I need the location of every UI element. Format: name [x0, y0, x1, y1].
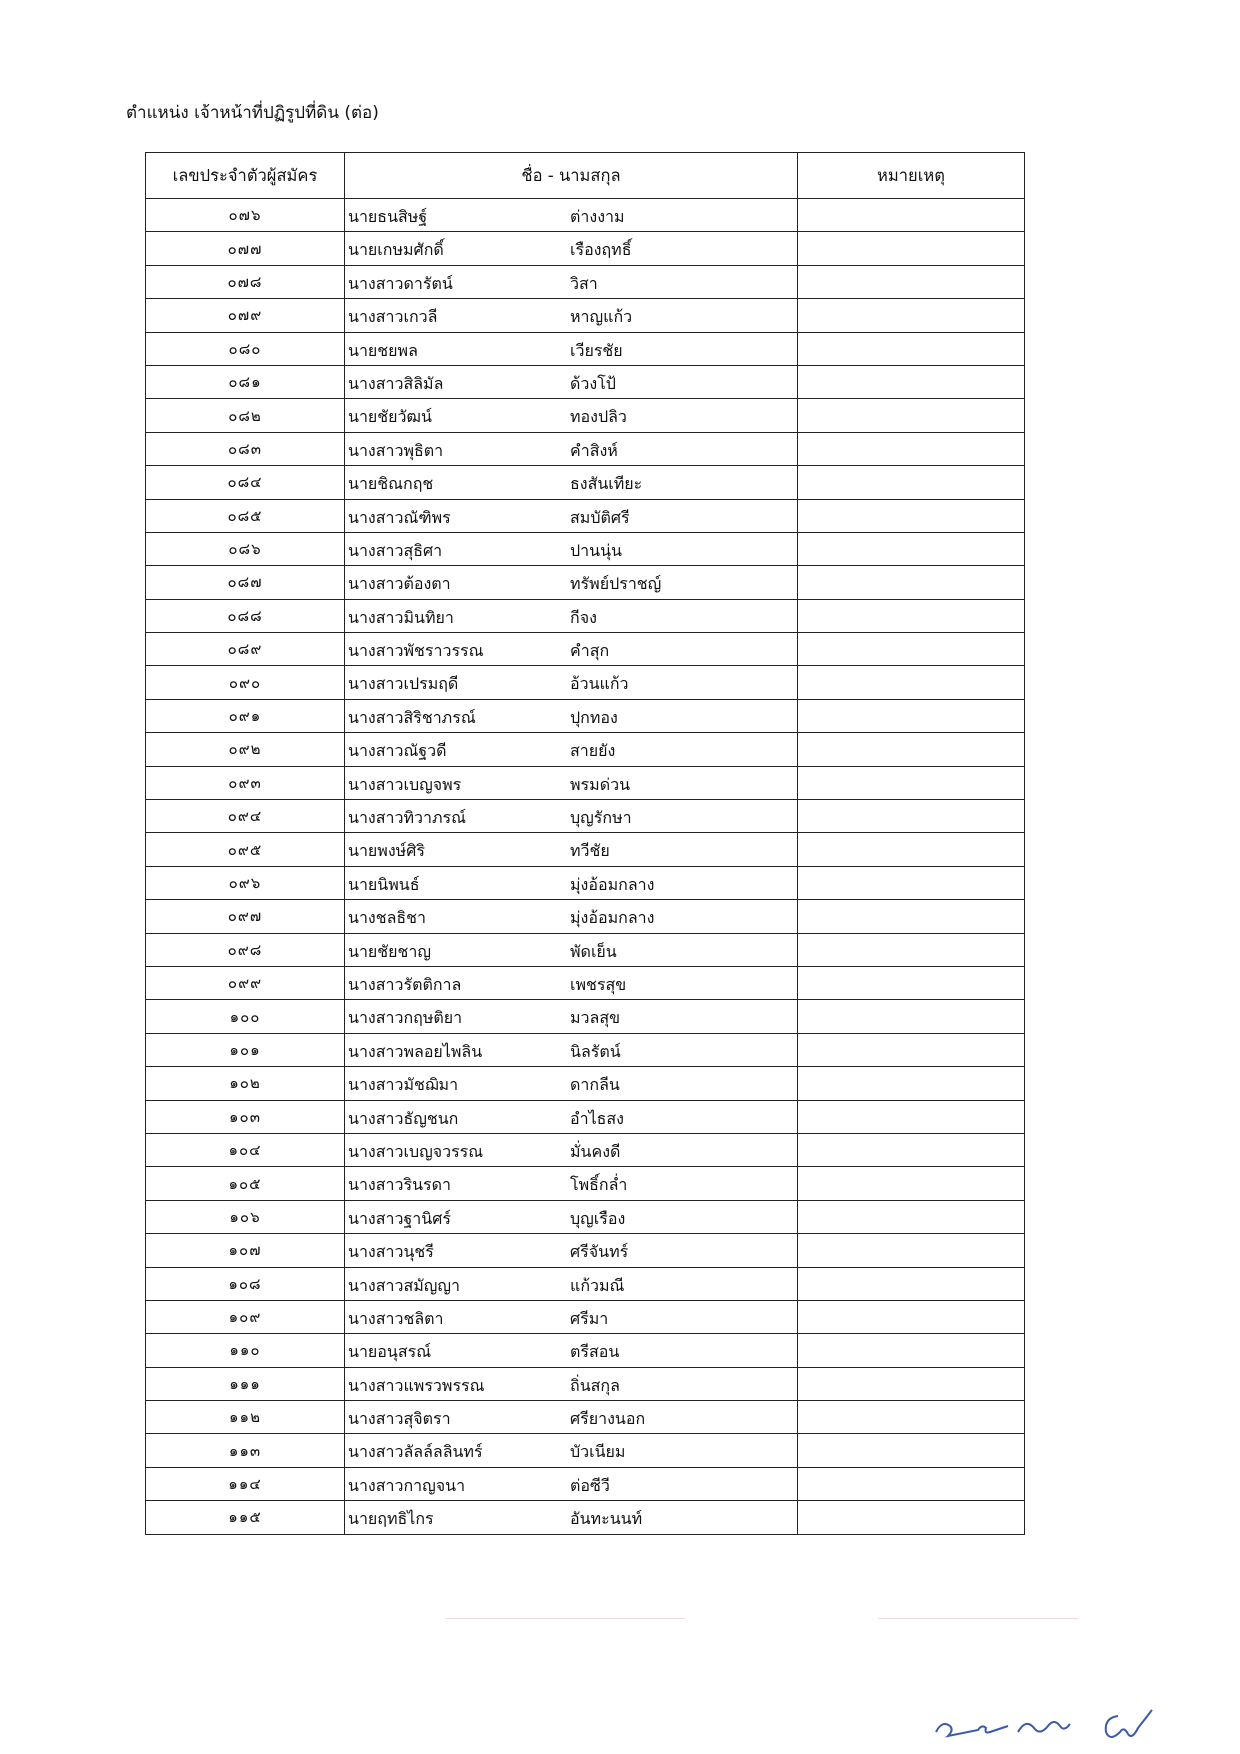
last-name: คำสิงห์	[570, 440, 618, 460]
applicant-name	[345, 733, 798, 766]
table-row	[146, 566, 1025, 599]
last-name: ศรีจันทร์	[570, 1242, 629, 1262]
applicant-name	[345, 1401, 798, 1434]
last-name: พัดเย็น	[570, 941, 617, 961]
remark-cell	[798, 199, 1025, 232]
applicant-name	[345, 232, 798, 265]
last-name: บัวเนียม	[570, 1442, 626, 1462]
applicant-id: ๑๑๑	[146, 1367, 345, 1400]
remark-cell	[798, 1267, 1025, 1300]
table-row	[146, 699, 1025, 732]
table-row	[146, 900, 1025, 933]
applicant-id: ๐๘๓	[146, 432, 345, 465]
table-row	[146, 633, 1025, 666]
first-name: นางสาวพัชราวรรณ	[348, 641, 484, 661]
first-name: นางสาวสิลิมัล	[348, 373, 444, 393]
applicant-id: ๐๙๙	[146, 966, 345, 999]
first-name: นายฤทธิไกร	[348, 1509, 434, 1529]
last-name: สายยัง	[570, 741, 616, 761]
applicant-name	[345, 399, 798, 432]
table-row	[146, 1234, 1025, 1267]
remark-cell	[798, 265, 1025, 298]
last-name: ศรียางนอก	[570, 1409, 646, 1429]
last-name: เรืองฤทธิ์	[570, 240, 632, 260]
applicant-id: ๐๗๖	[146, 199, 345, 232]
applicant-id: ๐๙๒	[146, 733, 345, 766]
applicant-id: ๐๙๘	[146, 933, 345, 966]
last-name: กีจง	[570, 607, 597, 627]
first-name: นางสาวชลิตา	[348, 1308, 444, 1328]
last-name: ตรีสอน	[570, 1342, 620, 1362]
first-name: นางสาวสุธิศา	[348, 540, 443, 560]
last-name: โพธิ์กล่ำ	[570, 1175, 628, 1195]
applicant-name	[345, 1234, 798, 1267]
applicant-id: ๐๙๗	[146, 900, 345, 933]
applicant-name	[345, 666, 798, 699]
applicant-id: ๑๐๕	[146, 1167, 345, 1200]
last-name: ต่อซีวี	[570, 1475, 610, 1495]
first-name: นางสาวเบญจวรรณ	[348, 1141, 484, 1161]
last-name: อ้วนแก้ว	[570, 674, 629, 694]
last-name: ปุกทอง	[570, 707, 618, 727]
applicant-id: ๑๐๑	[146, 1033, 345, 1066]
table-row	[146, 1033, 1025, 1066]
applicant-id: ๑๐๘	[146, 1267, 345, 1300]
applicant-name	[345, 466, 798, 499]
applicant-name	[345, 1200, 798, 1233]
table-body	[146, 199, 1025, 1535]
last-name: ด้วงโป้	[570, 373, 616, 393]
applicant-id: ๐๘๕	[146, 499, 345, 532]
last-name: เพชรสุข	[570, 974, 627, 994]
applicant-name	[345, 699, 798, 732]
applicant-name	[345, 532, 798, 565]
remark-cell	[798, 1167, 1025, 1200]
applicant-name	[345, 1267, 798, 1300]
last-name: นิลรัตน์	[570, 1041, 621, 1061]
last-name: บุญรักษา	[570, 808, 632, 828]
table-row	[146, 1467, 1025, 1500]
first-name: นางสาวต้องตา	[348, 574, 451, 594]
table-row	[146, 532, 1025, 565]
last-name: ต่างงาม	[570, 207, 625, 226]
table-row	[146, 399, 1025, 432]
applicant-name	[345, 1334, 798, 1367]
first-name: นางสาวสิริชาภรณ์	[348, 707, 476, 727]
table-row	[146, 1334, 1025, 1367]
first-name: นางสาวมัชฌิมา	[348, 1075, 459, 1095]
remark-cell	[798, 1000, 1025, 1033]
remark-cell	[798, 1467, 1025, 1500]
table-row	[146, 265, 1025, 298]
first-name: นางสาวรินรดา	[348, 1175, 451, 1195]
table-row	[146, 766, 1025, 799]
remark-cell	[798, 532, 1025, 565]
remark-cell	[798, 1067, 1025, 1100]
applicant-id: ๐๙๐	[146, 666, 345, 699]
first-name: นางสาวกฤษติยา	[348, 1008, 463, 1028]
table-header-row	[146, 153, 1025, 199]
applicant-name	[345, 966, 798, 999]
last-name: ดากลีน	[570, 1075, 620, 1095]
last-name: หาญแก้ว	[570, 307, 633, 327]
first-name: นางสาวเบญจพร	[348, 774, 462, 794]
first-name: นางสาวฐานิศร์	[348, 1208, 451, 1228]
last-name: คำสุก	[570, 641, 610, 661]
remark-cell	[798, 699, 1025, 732]
remark-cell	[798, 432, 1025, 465]
table-row	[146, 466, 1025, 499]
table-row	[146, 1133, 1025, 1166]
applicant-id: ๐๙๓	[146, 766, 345, 799]
remark-cell	[798, 1401, 1025, 1434]
first-name: นางสาวนุชรี	[348, 1242, 434, 1262]
applicant-name	[345, 499, 798, 532]
table-row	[146, 1000, 1025, 1033]
applicant-name	[345, 299, 798, 332]
first-name: นายชยพล	[348, 340, 418, 360]
remark-cell	[798, 365, 1025, 398]
remark-cell	[798, 1200, 1025, 1233]
header-remarks: หมายเหตุ	[798, 153, 1025, 199]
first-name: นางสาวสุจิตรา	[348, 1409, 451, 1429]
table-row	[146, 332, 1025, 365]
applicant-id: ๐๗๗	[146, 232, 345, 265]
last-name: พรมด่วน	[570, 774, 630, 794]
remark-cell	[798, 1334, 1025, 1367]
remark-cell	[798, 232, 1025, 265]
applicant-id: ๐๙๔	[146, 800, 345, 833]
table-row	[146, 1401, 1025, 1434]
first-name: นายธนสิษฐ์	[348, 207, 428, 226]
applicant-name	[345, 1434, 798, 1467]
applicant-id: ๐๘๐	[146, 332, 345, 365]
applicant-id: ๐๙๖	[146, 866, 345, 899]
applicant-id: ๑๐๔	[146, 1133, 345, 1166]
applicant-id: ๐๘๙	[146, 633, 345, 666]
remark-cell	[798, 599, 1025, 632]
table-row	[146, 1100, 1025, 1133]
table-row	[146, 299, 1025, 332]
remark-cell	[798, 566, 1025, 599]
applicant-id: ๐๘๖	[146, 532, 345, 565]
remark-cell	[798, 933, 1025, 966]
remark-cell	[798, 466, 1025, 499]
applicant-name	[345, 1300, 798, 1333]
applicant-name	[345, 900, 798, 933]
first-name: นางสาวพลอยไพลิน	[348, 1041, 483, 1061]
first-name: นางสาวเกวลี	[348, 307, 438, 327]
last-name: ธงสันเทียะ	[570, 474, 643, 494]
last-name: อำไธสง	[570, 1108, 624, 1128]
applicant-name	[345, 566, 798, 599]
applicant-name	[345, 800, 798, 833]
faint-mark-right	[878, 1618, 1078, 1619]
table-row	[146, 199, 1025, 232]
applicant-name	[345, 365, 798, 398]
first-name: นางสาวธัญชนก	[348, 1108, 459, 1128]
header-full-name: ชื่อ - นามสกุล	[345, 153, 798, 199]
applicant-id: ๐๘๑	[146, 365, 345, 398]
remark-cell	[798, 1033, 1025, 1066]
first-name: นายพงษ์ศิริ	[348, 841, 425, 861]
applicant-name	[345, 1033, 798, 1066]
table-row	[146, 365, 1025, 398]
applicant-id: ๐๘๔	[146, 466, 345, 499]
remark-cell	[798, 800, 1025, 833]
last-name: มั่นคงดี	[570, 1141, 621, 1161]
applicant-id: ๐๙๑	[146, 699, 345, 732]
table-row	[146, 1267, 1025, 1300]
table-row	[146, 866, 1025, 899]
header-applicant-id: เลขประจำตัวผู้สมัคร	[146, 153, 345, 199]
table-row	[146, 1200, 1025, 1233]
applicant-name	[345, 1167, 798, 1200]
applicant-name	[345, 866, 798, 899]
applicant-name	[345, 432, 798, 465]
table-row	[146, 833, 1025, 866]
last-name: แก้วมณี	[570, 1275, 625, 1295]
table-row	[146, 1434, 1025, 1467]
table-row	[146, 1167, 1025, 1200]
remark-cell	[798, 900, 1025, 933]
remark-cell	[798, 1133, 1025, 1166]
applicant-name	[345, 1467, 798, 1500]
remark-cell	[798, 1234, 1025, 1267]
last-name: บุญเรือง	[570, 1208, 626, 1228]
remark-cell	[798, 866, 1025, 899]
applicant-id: ๑๐๒	[146, 1067, 345, 1100]
applicant-name	[345, 1367, 798, 1400]
applicant-name	[345, 599, 798, 632]
page-heading: ตำแหน่ง เจ้าหน้าที่ปฏิรูปที่ดิน (ต่อ)	[126, 103, 379, 123]
table-row	[146, 599, 1025, 632]
last-name: เวียรชัย	[570, 340, 623, 360]
first-name: นางสาวดารัตน์	[348, 273, 453, 293]
first-name: นางสาวทิวาภรณ์	[348, 808, 466, 828]
applicant-id: ๐๗๙	[146, 299, 345, 332]
last-name: มวลสุข	[570, 1008, 621, 1028]
applicant-name	[345, 1100, 798, 1133]
applicant-name	[345, 766, 798, 799]
remark-cell	[798, 833, 1025, 866]
applicant-name	[345, 1501, 798, 1534]
applicant-name	[345, 933, 798, 966]
first-name: นางสาวมินทิยา	[348, 607, 454, 627]
remark-cell	[798, 1367, 1025, 1400]
table-row	[146, 1300, 1025, 1333]
table-row	[146, 232, 1025, 265]
last-name: ศรีมา	[570, 1308, 609, 1328]
table-row	[146, 800, 1025, 833]
first-name: นายเกษมศักดิ์	[348, 240, 444, 260]
first-name: นายนิพนธ์	[348, 874, 420, 894]
applicant-name	[345, 1133, 798, 1166]
applicant-id: ๐๘๒	[146, 399, 345, 432]
last-name: ทวีชัย	[570, 841, 610, 861]
first-name: นางสาวกาญจนา	[348, 1475, 466, 1495]
table-row	[146, 666, 1025, 699]
applicant-id: ๑๑๒	[146, 1401, 345, 1434]
faint-mark-left	[445, 1618, 685, 1619]
first-name: นายชิณกฤช	[348, 474, 434, 494]
table-row	[146, 1501, 1025, 1534]
table-row	[146, 933, 1025, 966]
last-name: ถิ่นสกุล	[570, 1375, 620, 1395]
applicant-name	[345, 833, 798, 866]
applicant-id: ๐๘๘	[146, 599, 345, 632]
remark-cell	[798, 966, 1025, 999]
applicant-id: ๑๐๙	[146, 1300, 345, 1333]
table-row	[146, 966, 1025, 999]
first-name: นางสาวพุธิตา	[348, 440, 444, 460]
applicant-name	[345, 332, 798, 365]
remark-cell	[798, 399, 1025, 432]
last-name: ทองปลิว	[570, 407, 627, 427]
applicant-table	[145, 152, 1025, 1535]
table-row	[146, 1367, 1025, 1400]
remark-cell	[798, 499, 1025, 532]
applicant-name	[345, 199, 798, 232]
table-row	[146, 1067, 1025, 1100]
first-name: นางสาวลัลล์ลลินทร์	[348, 1442, 483, 1462]
remark-cell	[798, 666, 1025, 699]
applicant-name	[345, 265, 798, 298]
remark-cell	[798, 332, 1025, 365]
remark-cell	[798, 1434, 1025, 1467]
applicant-id: ๑๑๐	[146, 1334, 345, 1367]
applicant-id: ๑๐๖	[146, 1200, 345, 1233]
remark-cell	[798, 766, 1025, 799]
first-name: นางสาวณัฐวดี	[348, 741, 447, 761]
first-name: นางสาวสมัญญา	[348, 1275, 461, 1295]
last-name: ปานนุ่น	[570, 540, 622, 560]
applicant-id: ๐๗๘	[146, 265, 345, 298]
first-name: นายชัยชาญ	[348, 941, 432, 961]
first-name: นางสาวเปรมฤดี	[348, 674, 459, 694]
applicant-id: ๐๘๗	[146, 566, 345, 599]
table-row	[146, 499, 1025, 532]
remark-cell	[798, 1300, 1025, 1333]
first-name: นายอนุสรณ์	[348, 1342, 432, 1362]
last-name: มุ่งอ้อมกลาง	[570, 874, 655, 894]
applicant-name	[345, 1067, 798, 1100]
last-name: อันทะนนท์	[570, 1509, 643, 1529]
applicant-id: ๑๐๓	[146, 1100, 345, 1133]
remark-cell	[798, 1501, 1025, 1534]
handwritten-signature	[918, 1702, 1178, 1746]
first-name: นางสาวณัฑิพร	[348, 507, 451, 527]
remark-cell	[798, 633, 1025, 666]
applicant-id: ๐๙๕	[146, 833, 345, 866]
applicant-id: ๑๑๕	[146, 1501, 345, 1534]
applicant-id: ๑๐๐	[146, 1000, 345, 1033]
first-name: นางสาวแพรวพรรณ	[348, 1375, 485, 1395]
remark-cell	[798, 1100, 1025, 1133]
last-name: มุ่งอ้อมกลาง	[570, 908, 655, 928]
applicant-id: ๑๐๗	[146, 1234, 345, 1267]
applicant-id: ๑๑๓	[146, 1434, 345, 1467]
table-row	[146, 432, 1025, 465]
remark-cell	[798, 299, 1025, 332]
applicant-name	[345, 1000, 798, 1033]
last-name: สมบัติศรี	[570, 507, 630, 527]
first-name: นางชลธิชา	[348, 908, 427, 928]
last-name: วิสา	[570, 273, 598, 293]
table-row	[146, 733, 1025, 766]
last-name: ทรัพย์ปราชญ์	[570, 574, 662, 594]
first-name: นายชัยวัฒน์	[348, 407, 432, 427]
applicant-name	[345, 633, 798, 666]
remark-cell	[798, 733, 1025, 766]
applicant-id: ๑๑๔	[146, 1467, 345, 1500]
first-name: นางสาวรัตติกาล	[348, 974, 462, 994]
